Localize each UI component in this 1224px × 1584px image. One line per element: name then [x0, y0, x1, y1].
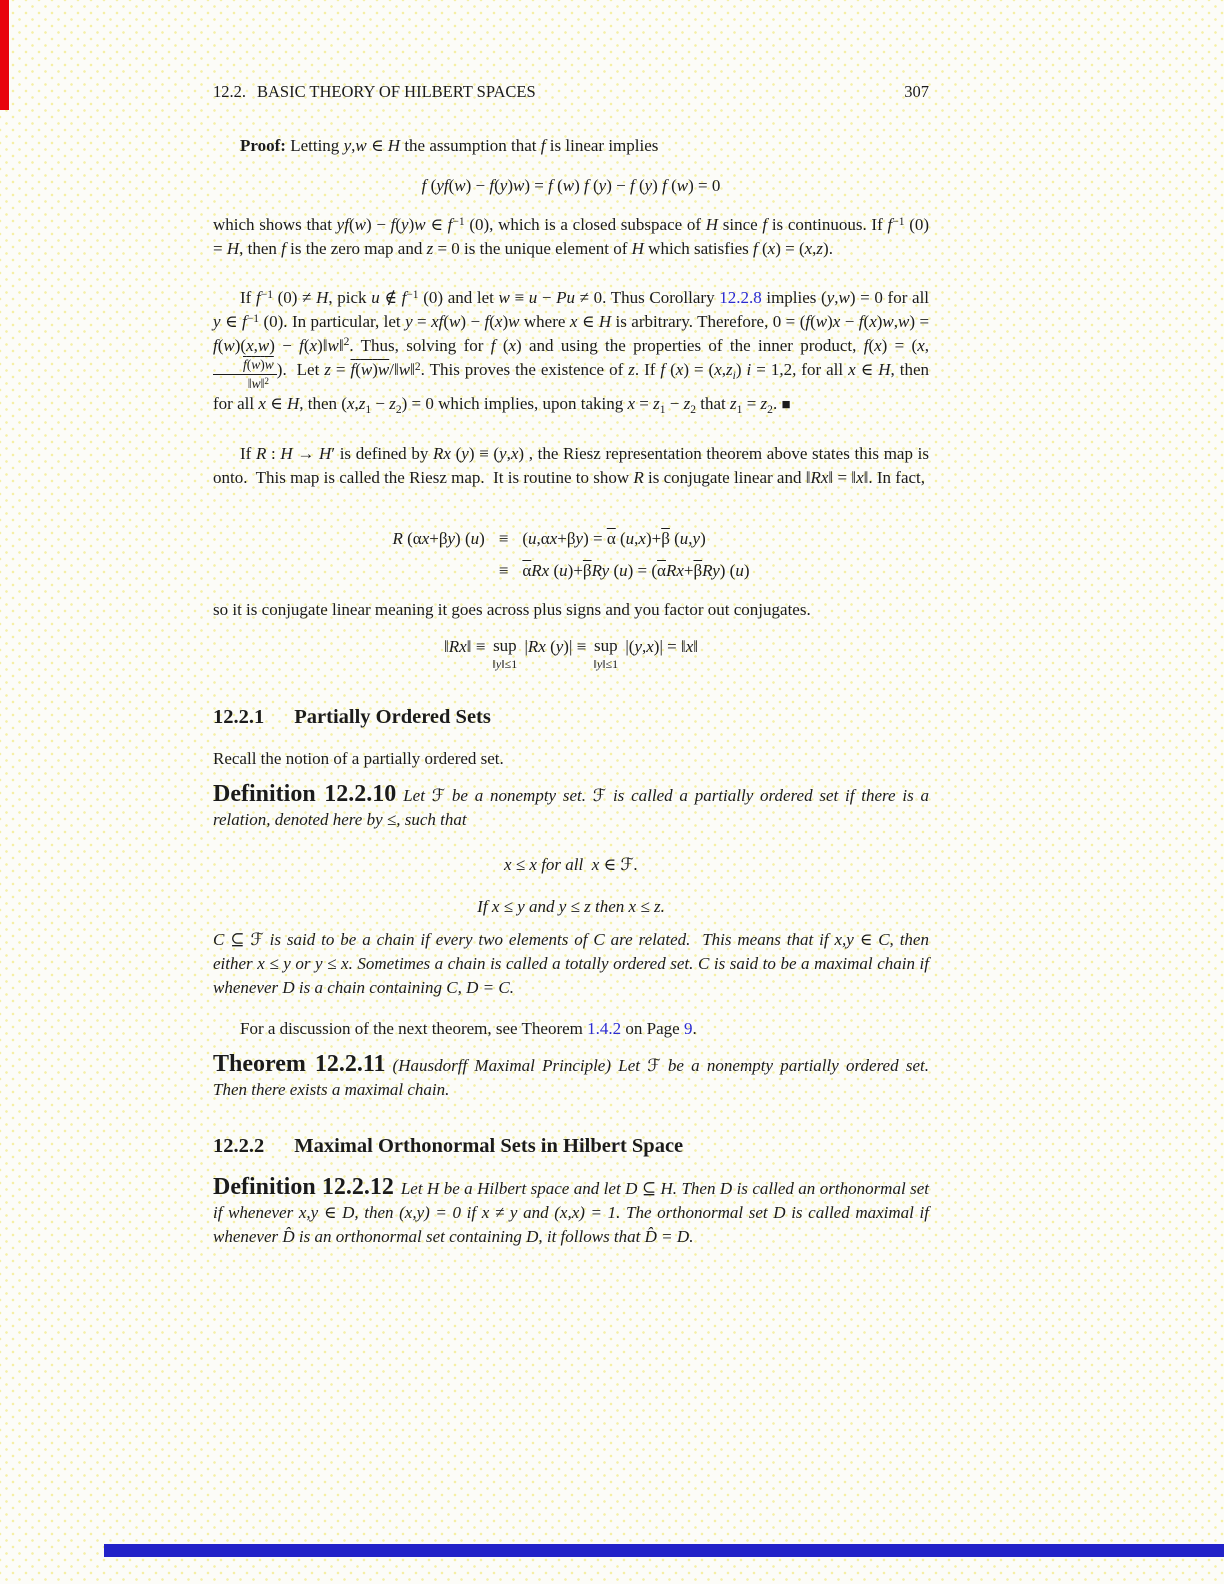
running-header — [213, 80, 929, 104]
display-equation-norm-sup: ‖Rx‖ ≡ sup ‖y‖≤1 |Rx (y)| ≡ sup ‖y‖≤1 |(y,x)| = ‖x‖ — [443, 636, 699, 671]
theorem-label: Theorem 12.2.11 — [213, 1051, 386, 1077]
page-number: 307 — [904, 82, 929, 101]
display-equation-transitive: If x ≤ y and y ≤ z then x ≤ z. — [477, 897, 665, 916]
paragraph-see-theorem: For a discussion of the next theorem, see Theorem 1.4.2 on Page 9. — [240, 1019, 697, 1038]
bottom-edge-blue-bar — [104, 1544, 1224, 1557]
display-equation-linearity: f (yf(w) − f(y)w) = f (w) f (y) − f (y) f (w) = 0 — [421, 176, 721, 195]
section-number: 12.2.2 — [213, 1135, 265, 1157]
aligned-eq-row2-right: $\overline{\alpha}Rx$ $(u)+\overline{\beta}Ry$ $(u) = (\overline{\alpha}Rx+\overline{\beta}Ry)$ (u) — [522, 561, 750, 580]
paragraph-closed-subspace: which shows that yf(w) − f(y)w ∈ $f^{-1}$ (0), which is a closed subspace of H since f is continuous. If $f^{-1}$ (0) = H, then f is the zero map and z = 0 is the unique element of H which satisfies f (x) = (x,z). — [213, 214, 930, 258]
paragraph-conjugates: so it is conjugate linear meaning it goes across plus signs and you factor out conjugates. — [213, 600, 811, 619]
definition-label: Definition 12.2.12 — [213, 1174, 394, 1200]
display-equation-conjugate-linear — [213, 526, 929, 583]
aligned-eq-relation-1: ≡ — [498, 529, 509, 548]
paragraph-riesz-map: If R : H → H′ is defined by Rx (y) ≡ (y,x) , the Riesz representation theorem above states this map is onto. This map is called the Riesz map. It is routine to show R is conjugate linear and ‖Rx‖ = ‖x‖. In fact, — [213, 444, 929, 487]
aligned-eq-relation-2: ≡ — [498, 561, 509, 580]
section-heading-maximal-orthonormal-sets — [213, 1134, 929, 1158]
header-section-number: 12.2. — [213, 82, 246, 101]
aligned-eq-row1-right: $(u,\alpha x+\beta y) = \overline{\alpha}$ $(u,x)+\overline{\beta}$ (u,y) — [522, 529, 706, 548]
definition-label: Definition 12.2.10 — [213, 781, 397, 807]
cross-reference-link[interactable]: 12.2.8 — [719, 288, 762, 307]
paragraph-recall: Recall the notion of a partially ordered set. — [213, 749, 504, 768]
definition-12-2-12 — [213, 1174, 929, 1249]
proof-paragraph: Proof: Letting y,w ∈ H the assumption that f is linear implies — [240, 136, 659, 155]
paragraph-chain: C ⊆ ℱ is said to be a chain if every two elements of C are related. This means that if x,y ∈ C, then either x ≤ y or y ≤ x. Sometimes a chain is called a totally ordered set. C is said to be a maximal chain if whenever D is a chain containing C, D = C. — [213, 930, 929, 997]
aligned-eq-row2-left — [392, 558, 484, 583]
section-title: Maximal Orthonormal Sets in Hilbert Space — [294, 1135, 684, 1157]
cross-reference-link[interactable]: 9 — [683, 1019, 693, 1038]
display-equation-reflexive: x ≤ x for all x ∈ ℱ. — [504, 855, 638, 874]
definition-12-2-10 — [213, 781, 930, 832]
cross-reference-link[interactable]: 1.4.2 — [587, 1019, 622, 1038]
definition-text: Let ℱ be a nonempty set. ℱ is called a partially ordered set if there is a relation, denoted here by ≤, such that — [213, 786, 930, 829]
section-number: 12.2.1 — [213, 706, 265, 728]
header-section-title: BASIC THEORY OF HILBERT SPACES — [257, 82, 536, 101]
theorem-12-2-11 — [213, 1051, 929, 1102]
definition-text: Let H be a Hilbert space and let D ⊆ H. Then D is called an orthonormal set if whenever x,y ∈ D, then (x,y) = 0 if x ≠ y and (x,x) = 1. The orthonormal set D is called maximal if whenever D̂ is an orthonormal set containing D, it follows that D̂ = D. — [213, 1179, 929, 1246]
section-heading-partially-ordered-sets — [213, 705, 929, 729]
running-header-title — [213, 80, 536, 104]
theorem-text: (Hausdorff Maximal Principle) Let ℱ be a nonempty partially ordered set. Then there exists a maximal chain. — [213, 1056, 929, 1099]
left-edge-red-mark — [0, 0, 9, 110]
section-title: Partially Ordered Sets — [294, 706, 491, 728]
aligned-eq-left: R (αx+βy) (u) — [392, 529, 485, 548]
paragraph-existence-of-z: If $f^{-1}$ (0) ≠ H, pick u ∉ $f^{-1}$ (0) and let w ≡ u − Pu ≠ 0. Thus Corollary 12.2.8 implies (y,w) = 0 for all y ∈ $f^{-1}$ (0). In particular, let y = xf(w) − f(x)w where x ∈ H is arbitrary. Therefore, 0 = (f(w)x − f(x)w,w) = f(w)(x,w) − f(x)‖w‖$^2$. Thus, solving for f (x) and using the properties of the inner product, f(x) = (x, $\frac{f(w)w}{‖w‖^2}$ ). Let z = f(w)w/‖w‖$^2$. This proves the existence of z. If f $(x) = (x,z_i) i = 1,2$, for all x ∈ H, then for all x ∈ H, then $(x,z_1 - z_2) = 0$ which implies, upon taking $x = z_1 - z_2$ that $z_1 = z_2$. ■ — [213, 287, 930, 416]
